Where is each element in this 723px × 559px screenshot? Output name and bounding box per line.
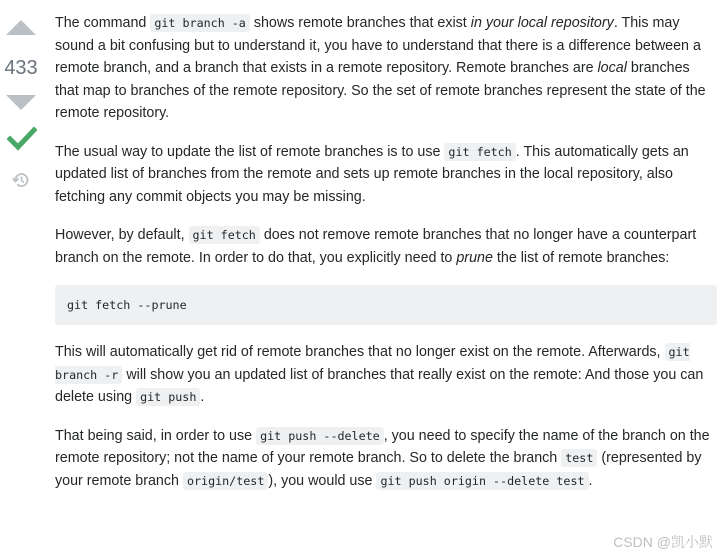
text: ), you would use [268, 472, 377, 489]
text: . [200, 389, 205, 405]
text: The usual way to update the list of remote branches is to use [55, 143, 445, 160]
text: That being said, in order to use [55, 427, 257, 444]
code-block: git fetch --prune [55, 285, 717, 325]
inline-code: git push [136, 388, 200, 406]
text: . [588, 472, 593, 489]
paragraph-2 [55, 141, 717, 209]
text: branches that map to branches of the remote repository. So the set of remote branches represent the state of the remote repository. [55, 60, 706, 121]
inline-code: git branch -r [55, 345, 690, 382]
text: will show you an updated list of branches that really exist on the remote: And those you can delete using [55, 366, 704, 405]
upvote-arrow-icon[interactable] [6, 20, 36, 35]
inline-code: git push --delete [256, 427, 384, 445]
text: . This may sound a bit confusing but to understand it, you have to understand that there is a difference between a remote branch, and a branch that exists in a remote repository. Remote branches are [55, 15, 701, 76]
emphasis-text: local [597, 60, 627, 76]
vote-count: 433 [4, 57, 38, 79]
text: shows remote branches that exist [249, 15, 471, 31]
text: However, by default, [55, 227, 189, 243]
text: , you need to specify the name of the branch on the remote repository; not the name of your remote branch. So to delete the branch [55, 427, 710, 466]
inline-code: test [561, 449, 597, 467]
history-icon[interactable] [11, 170, 31, 190]
paragraph-3 [55, 224, 717, 269]
inline-code: git fetch [444, 143, 515, 161]
watermark: CSDN @凯小默 [613, 534, 713, 550]
paragraph-5 [55, 425, 717, 493]
answer-body [55, 12, 717, 508]
inline-code: origin/test [183, 472, 268, 490]
paragraph-1 [55, 12, 717, 125]
text: The command [55, 15, 151, 31]
inline-code: git fetch [189, 226, 260, 244]
emphasis-text: in your local repository [470, 15, 614, 31]
paragraph-4 [55, 341, 717, 409]
emphasis-text: prune [456, 249, 493, 266]
text: does not remove remote branches that no longer have a counterpart branch on the remote. In order to do that, you explicitly need to [55, 227, 697, 266]
accepted-checkmark-icon [7, 124, 37, 154]
text: the list of remote branches: [492, 249, 670, 266]
downvote-arrow-icon[interactable] [6, 95, 36, 110]
inline-code: git branch -a [150, 14, 249, 32]
inline-code: git push origin --delete test [376, 472, 588, 490]
text: (represented by your remote branch [55, 450, 702, 489]
text: . This automatically gets an updated list of branches from the remote and sets up remote branches in the local repository, also fetching any commit objects you may be missing. [55, 143, 689, 205]
text: This will automatically get rid of remote branches that no longer exist on the remote. Afterwards, [55, 344, 665, 360]
